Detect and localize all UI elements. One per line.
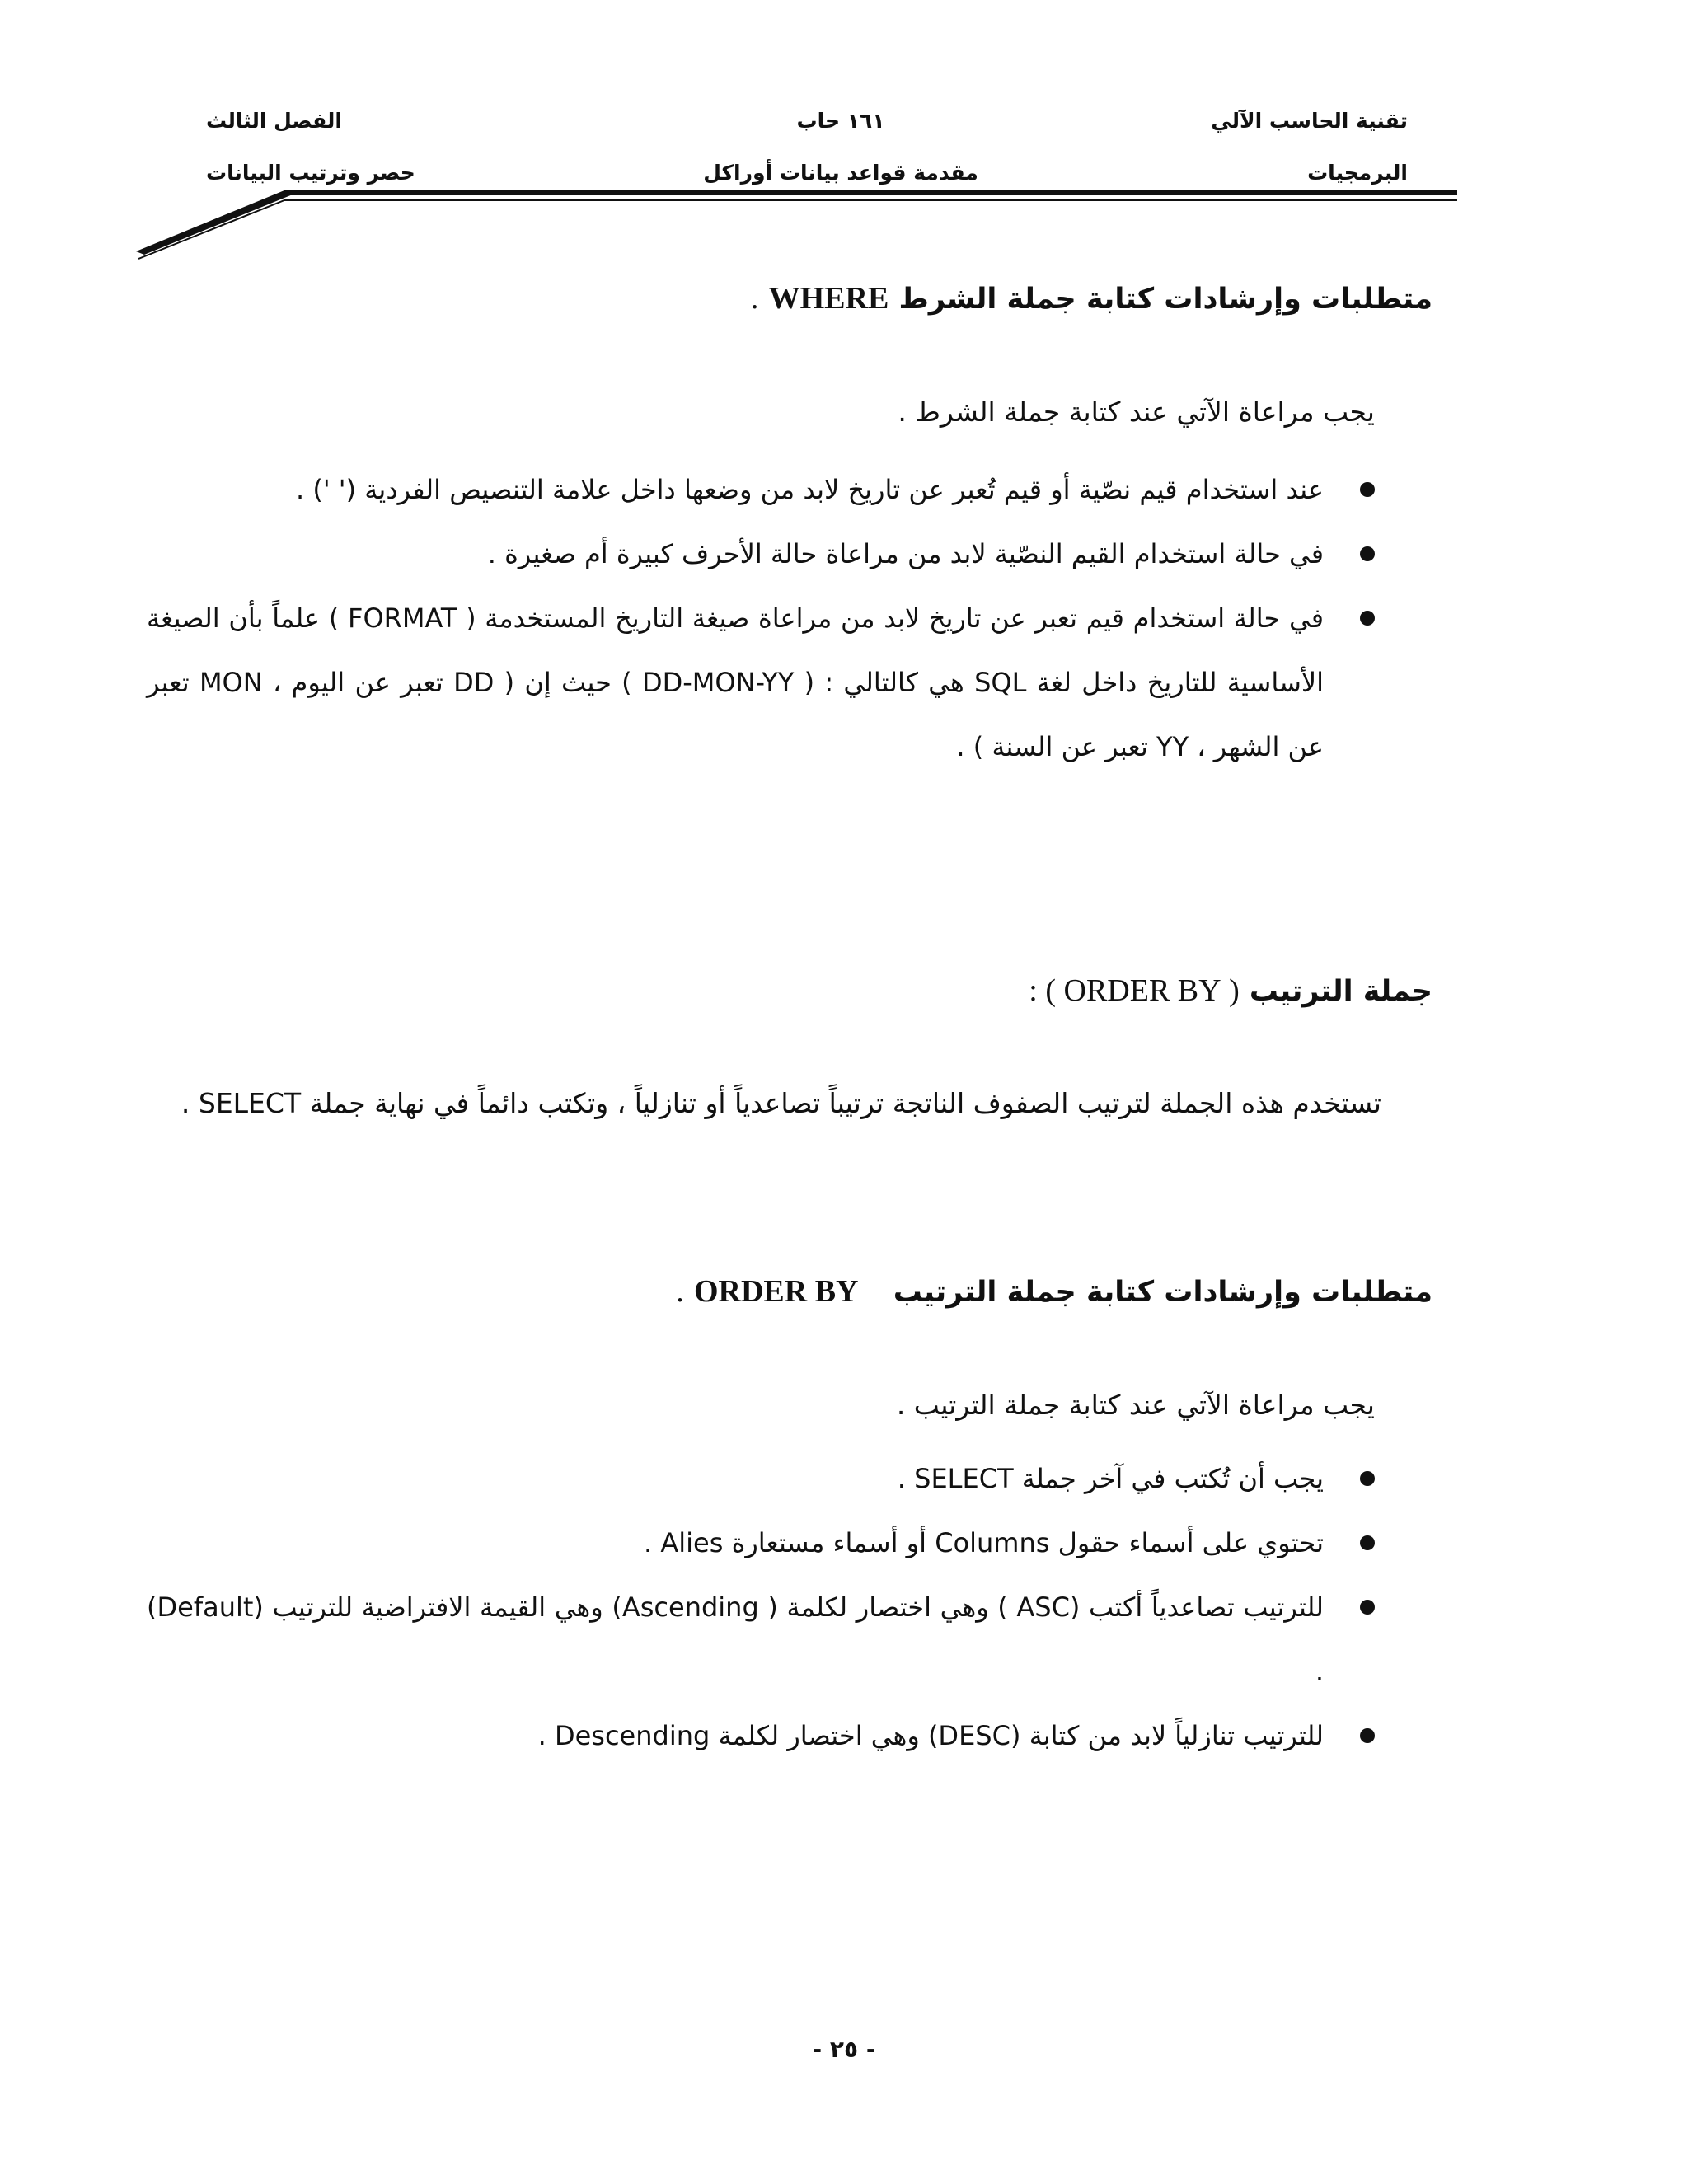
- header-subject: تقنية الحاسب الآلي: [1211, 109, 1408, 133]
- order-req-heading-end: .: [676, 1274, 684, 1309]
- where-keyword: WHERE: [768, 281, 889, 316]
- list-item: للترتيب تنازلياً لابد من كتابة (DESC) وهي اختصار لكلمة Descending .: [147, 1704, 1375, 1768]
- order-by-paragraph: تستخدم هذه الجملة لترتيب الصفوف الناتجة ترتيباً تصاعدياً أو تنازلياً ، وتكتب دائماً في نهاية جملة SELECT .: [181, 1087, 1381, 1119]
- header-chapter-title: حصر وترتيب البيانات: [206, 161, 415, 185]
- where-heading-end: .: [750, 281, 759, 316]
- where-requirements-heading: [751, 280, 1432, 316]
- header-chapter: الفصل الثالث: [206, 109, 343, 133]
- bullet-icon: [1360, 482, 1375, 497]
- list-item: عند استخدام قيم نصّية أو قيم تُعبر عن تاريخ لابد من وضعها داخل علامة التنصيص الفردية (' ') .: [147, 457, 1375, 522]
- page-number: - ٢٥ -: [812, 2036, 876, 2063]
- order-req-heading-text: متطلبات وإرشادات كتابة جملة الترتيب: [893, 1276, 1432, 1309]
- where-intro: يجب مراعاة الآتي عند كتابة جملة الشرط .: [898, 396, 1375, 428]
- list-item: يجب أن تُكتب في آخر جملة SELECT .: [147, 1446, 1375, 1511]
- order-by-heading: [1029, 972, 1432, 1009]
- bullet-icon: [1360, 1471, 1375, 1486]
- bullet-icon: [1360, 1728, 1375, 1743]
- bullet-icon: [1360, 1535, 1375, 1550]
- header-course-title: مقدمة قواعد بيانات أوراكل: [703, 161, 978, 185]
- order-req-keyword: ORDER BY: [693, 1274, 859, 1309]
- list-item: تحتوي على أسماء حقول Columns أو أسماء مستعارة Alies .: [147, 1511, 1375, 1575]
- bullet-icon: [1360, 611, 1375, 626]
- order-keyword: ( ORDER BY ) :: [1029, 973, 1240, 1008]
- list-item: للترتيب تصاعدياً أكتب (ASC ) وهي اختصار لكلمة ( Ascending) وهي القيمة الافتراضية للترتيب (Default) .: [147, 1575, 1375, 1704]
- order-bullet-list: [147, 1446, 1375, 1768]
- header-rule: [0, 0, 1688, 272]
- list-item: في حالة استخدام القيم النصّية لابد من مراعاة حالة الأحرف كبيرة أم صغيرة .: [147, 522, 1375, 586]
- where-bullet-list: [147, 457, 1375, 779]
- order-heading-text: جملة الترتيب: [1249, 975, 1432, 1008]
- list-item: في حالة استخدام قيم تعبر عن تاريخ لابد من مراعاة صيغة التاريخ المستخدمة ( FORMAT ) علماً بأن الصيغة الأساسية للتاريخ داخل لغة SQL هي كالتالي : ( DD-MON-YY ) حيث إن ( DD تعبر عن اليوم ، MON تعبر عن الشهر ، YY تعبر عن السنة ) .: [147, 586, 1375, 779]
- bullet-icon: [1360, 546, 1375, 561]
- header-specialty: البرمجيات: [1307, 161, 1408, 185]
- header-course-code: ١٦١ حاب: [796, 109, 885, 133]
- where-heading-text: متطلبات وإرشادات كتابة جملة الشرط: [898, 283, 1432, 316]
- bullet-icon: [1360, 1600, 1375, 1615]
- order-intro: يجب مراعاة الآتي عند كتابة جملة الترتيب .: [896, 1389, 1375, 1421]
- order-requirements-heading: [676, 1273, 1432, 1310]
